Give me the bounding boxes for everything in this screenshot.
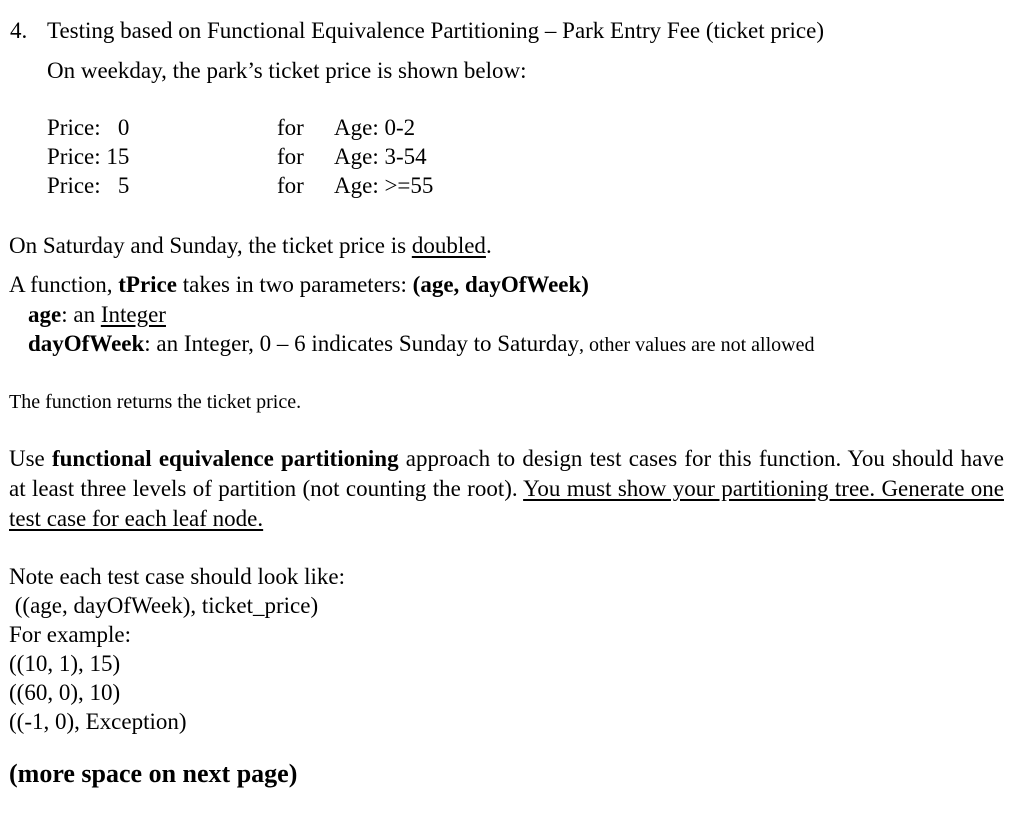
weekend-emphasis: doubled: [411, 233, 486, 258]
price-age: Age: 0-2: [334, 115, 416, 140]
question-number: 4.: [10, 18, 28, 43]
param-age-type: Integer: [100, 302, 166, 327]
param-age: [28, 301, 166, 329]
weekend-rule: [9, 232, 492, 260]
function-name: tPrice: [118, 272, 177, 297]
note-line: Note each test case should look like:: [9, 564, 345, 589]
function-middle: takes in two parameters:: [176, 272, 413, 297]
note-format: ((age, dayOfWeek), ticket_price): [9, 593, 319, 618]
param-day: [28, 330, 814, 359]
instructions-paragraph: [9, 444, 1004, 534]
example-label: For example:: [9, 622, 131, 647]
param-day-text: : an Integer, 0 – 6 indicates Sunday to Saturday: [144, 331, 579, 356]
price-value: Price: 0: [47, 115, 130, 140]
price-age: Age: >=55: [334, 173, 434, 198]
price-value: Price: 5: [47, 173, 130, 198]
instructions-p1: Use: [9, 446, 52, 471]
example-item: ((60, 0), 10): [9, 680, 121, 705]
example-item: ((10, 1), 15): [9, 651, 121, 676]
price-age: Age: 3-54: [334, 144, 427, 169]
weekend-prefix: On Saturday and Sunday, the ticket price is: [9, 233, 412, 258]
function-description: [9, 271, 589, 299]
param-age-name: age: [28, 302, 62, 327]
price-for: for: [277, 115, 304, 140]
function-prefix: A function,: [9, 272, 119, 297]
instructions-p2: approach to design test cases for this function. You should have at least three levels of partition (not counting the root).: [9, 446, 1004, 501]
price-value: Price: 15: [47, 144, 130, 169]
instructions-bold: functional equivalence partitioning: [51, 446, 399, 471]
example-item: ((-1, 0), Exception): [9, 709, 187, 734]
function-params: (age, dayOfWeek): [412, 272, 589, 297]
returns-statement: The function returns the ticket price.: [9, 391, 302, 413]
param-age-text: : an: [61, 302, 101, 327]
question-title: Testing based on Functional Equivalence Partitioning – Park Entry Fee (ticket price): [47, 18, 824, 43]
price-for: for: [277, 144, 304, 169]
price-for: for: [277, 173, 304, 198]
param-day-name: dayOfWeek: [28, 331, 145, 356]
param-day-note: , other values are not allowed: [578, 334, 815, 356]
instructions-underline: You must show your partitioning tree. Generate one test case for each leaf node.: [9, 476, 1004, 531]
weekend-suffix: .: [485, 233, 492, 258]
footer-note: (more space on next page): [9, 759, 298, 788]
question-intro: On weekday, the park’s ticket price is shown below:: [47, 58, 527, 83]
